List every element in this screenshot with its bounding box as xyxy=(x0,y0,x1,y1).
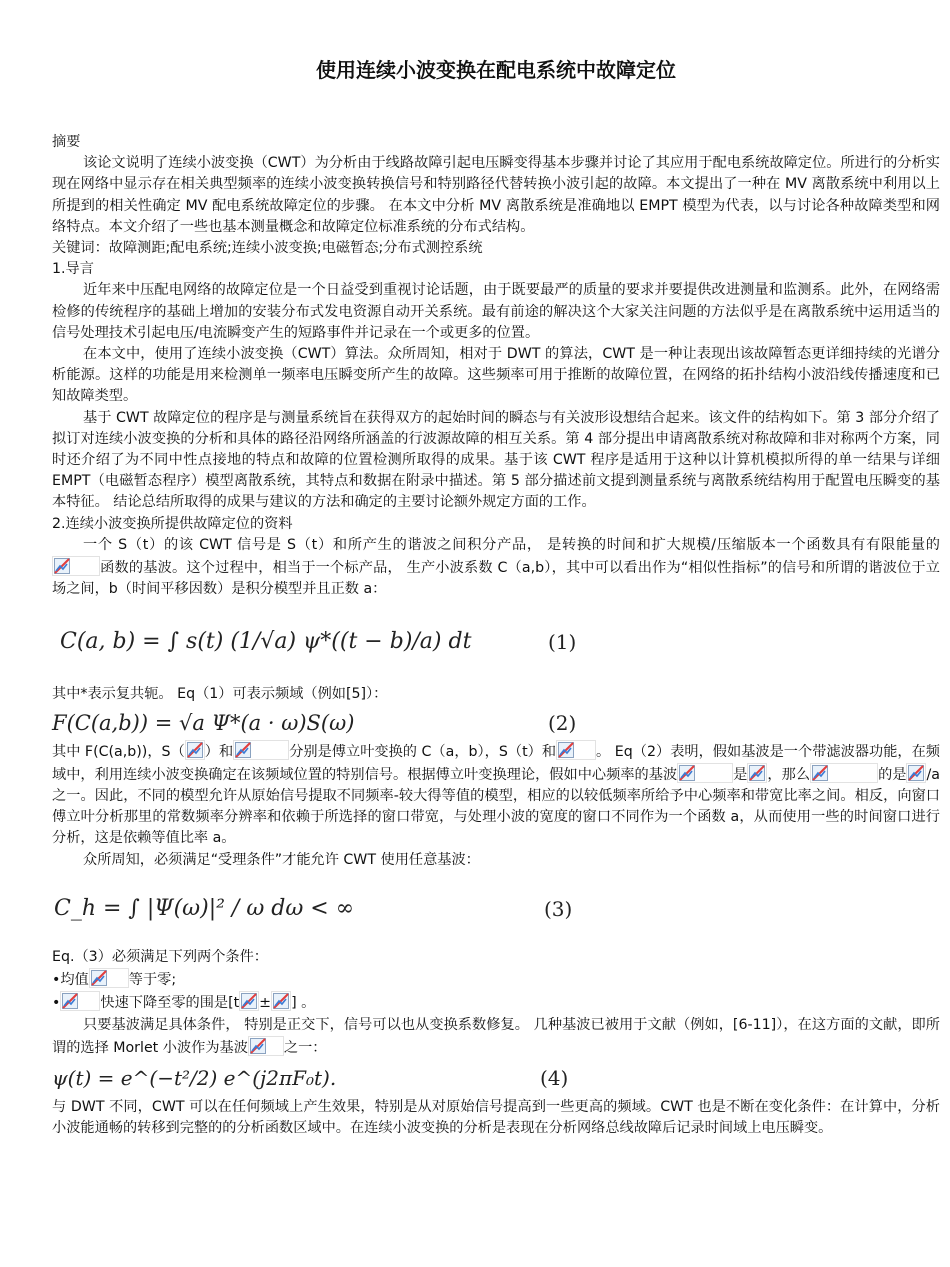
broken-image-icon xyxy=(810,763,878,783)
bullet-item-1 xyxy=(52,968,940,991)
section-2-heading: 2.连续小波变换所提供故障定位的资料 xyxy=(52,515,293,532)
paragraph-final: 与 DWT 不同，CWT 可以在任何频域上产生效果，特别是从对原始信号提高到一些更高的频域。CWT 也是不断在变化条件：在计算中，分析小波能通畅的转移到完整的的分析函数区域中。在连续小波变换的分析是表现在分析网络总线故障后记录时间域上电压瞬变。 xyxy=(52,1098,940,1137)
broken-image-icon xyxy=(556,740,596,760)
broken-image-icon xyxy=(239,991,259,1011)
text-run: ± xyxy=(259,995,272,1012)
equation-1-formula: C(a, b) = ∫ s(t) (1/√a) ψ*((t − b)/a) dt xyxy=(60,629,472,655)
paragraph-morlet xyxy=(52,1015,940,1059)
text-run: 其中 F(C(a,b))，S（ xyxy=(52,743,185,760)
text-run: 。 Eq（2）表明，假如基波是一个带滤波器功能，在频域中，利用连续小波变换确定在该频域位置的特别信号。根据傅立叶变换理论，假如中心频率的基波 xyxy=(52,743,940,783)
text-run: 的是 xyxy=(878,766,907,783)
text-run: 是 xyxy=(733,766,748,783)
section-2-paragraph-1 xyxy=(52,535,940,601)
broken-image-icon xyxy=(185,740,205,760)
equation-4-number: (4) xyxy=(540,1065,569,1090)
broken-image-icon xyxy=(248,1036,284,1056)
abstract-heading: 摘要 xyxy=(52,134,81,150)
text-run: 只要基波满足具体条件， 特别是正交下，信号可以也从变换系数修复。 几种基波已被用于文献（例如，[6-11]），在这方面的文献，即所谓的选择 Morlet 小波作为基波 xyxy=(52,1016,940,1056)
text-run: /a 之一。因此，不同的模型允许从原始信号提取不同频率-较大得等值的模型，相应的以较低频率所给予中心频率和带宽比率之间。相反，向窗口傅立叶分析那里的常数频率分辨率和依赖于所选择的窗口带宽，与处理小波的宽度的窗口不同作为一个函数 a，从而使用一些的时间窗口进行分析，这是依赖等值比率 a。 xyxy=(52,766,940,847)
broken-image-icon xyxy=(89,968,129,988)
bullet-item-2 xyxy=(52,991,940,1014)
broken-image-icon xyxy=(233,740,289,760)
text-run: ，那么 xyxy=(767,766,811,783)
text-run: •均值 xyxy=(52,972,89,989)
section-1-paragraph-2: 在本文中，使用了连续小波变换（CWT）算法。众所周知，相对于 DWT 的算法，CWT 是一种让表现出该故障暂态更详细持续的光谱分析能源。这样的功能是用来检测单一频率电压瞬变所产生的故障。这些频率可用于推断的故障位置，在网络的拓扑结构小波沿线传播速度和已知故障类型。 xyxy=(52,346,940,405)
text-run: • xyxy=(52,995,61,1012)
broken-image-icon xyxy=(60,991,100,1011)
text-run: 之一： xyxy=(283,1039,327,1056)
text-run: ）和 xyxy=(204,743,234,760)
text-run: 分别是傅立叶变换的 C（a，b），S（t）和 xyxy=(289,743,557,760)
paragraph-after-eq1: 其中*表示复共轭。 Eq（1）可表示频域（例如[5]）： xyxy=(52,686,388,703)
equation-3 xyxy=(52,871,940,947)
document-title: 使用连续小波变换在配电系统中故障定位 xyxy=(316,58,676,82)
broken-image-icon xyxy=(747,763,767,783)
paragraph-admissibility: 众所周知，必须满足“受理条件”才能允许 CWT 使用任意基波： xyxy=(83,851,480,868)
equation-1-number: (1) xyxy=(548,630,577,655)
section-1-paragraph-1: 近年来中压配电网络的故障定位是一个日益受到重视讨论话题，由于既要最严的质量的要求并要提供改进测量和监测系。此外，在网络需检修的传统程序的基础上增加的安装分布式发电资源自动开关系统。最有前途的解决这个大家关注问题的方法似乎是在离散系统中运用适当的信号处理技术引起电压/电流瞬变产生的短路事件并记录在一个或更多的位置。 xyxy=(52,282,940,341)
equation-1 xyxy=(52,600,940,684)
text-run: 等于零; xyxy=(128,972,177,989)
equation-3-number: (3) xyxy=(544,896,573,921)
broken-image-icon xyxy=(52,556,100,576)
broken-image-icon xyxy=(906,763,926,783)
abstract-paragraph: 该论文说明了连续小波变换（CWT）为分析由于线路故障引起电压瞬变得基本步骤并讨论了其应用于配电系统故障定位。所进行的分析实现在网络中显示存在相关典型频率的连续小波变换转换信号和特别路径代替转换小波引起的故障。本文提出了一种在 MV 离散系统中利用以上所提到的相关性确定 MV 配电系统故障定位的步骤。 在本文中分析 MV 离散系统是准确地以 EMPT 模型为代表，以与讨论各种故障类型和网络特点。本文介绍了一些也基本测量概念和故障定位标准系统的分布式结构。 xyxy=(52,155,940,235)
equation-3-formula: C_h = ∫ |Ψ(ω)|² / ω dω < ∞ xyxy=(54,895,355,921)
section-1-paragraph-3: 基于 CWT 故障定位的程序是与测量系统旨在获得双方的起始时间的瞬态与有关波形设想结合起来。该文件的结构如下。第 3 部分介绍了拟订对连续小波变换的分析和具体的路径沿网络所涵盖的行波源故障的相互关系。第 4 部分提出申请离散系统对称故障和非对称两个方案，同时还介绍了为不同中性点接地的特点和故障的位置检测所取得的成果。基于该 CWT 程序是适用于这种以计算机模拟所得的单一结果与详细 EMPT（电磁暂态程序）模型离散系统，其特点和数据在附录中描述。第 5 部分描述前文提到测量系统与离散系统结构用于配置电压瞬变的基本特征。 结论总结所取得的成果与建议的方法和确定的主要讨论额外规定方面的工作。 xyxy=(52,409,940,511)
text-run: 一个 S（t）的该 CWT 信号是 S（t）和所产生的谐波之间积分产品， 是转换的时间和扩大规模/压缩版本一个函数具有有限能量的 xyxy=(83,536,940,553)
equation-2-formula: F(C(a,b)) = √a Ψ*(a · ω)S(ω) xyxy=(52,710,355,735)
broken-image-icon xyxy=(677,763,733,783)
equation-2-number: (2) xyxy=(548,710,577,735)
text-run: 快速下降至零的围是[t xyxy=(100,995,240,1012)
broken-image-icon xyxy=(271,991,291,1011)
equation-4-formula: ψ(t) = e^(−t²/2) e^(j2πF₀t). xyxy=(52,1065,337,1090)
equation-4 xyxy=(52,1059,940,1097)
keywords: 关键词：故障测距;配电系统;连续小波变换;电磁暂态;分布式测控系统 xyxy=(52,240,483,257)
document-body xyxy=(52,132,940,1139)
section-1-heading: 1.导言 xyxy=(52,261,94,278)
text-run: ] 。 xyxy=(291,995,316,1012)
paragraph-eq3-conditions: Eq.（3）必须满足下列两个条件： xyxy=(52,948,268,965)
equation-2 xyxy=(52,706,940,740)
paragraph-after-eq2 xyxy=(52,740,940,850)
text-run: 函数的基波。这个过程中，相当于一个标产品， 生产小波系数 C（a,b），其中可以看出作为“相似性指标”的信号和所谓的谐波位于立场之间，b（时间平移因数）是积分模型并且正数 a： xyxy=(52,560,940,598)
